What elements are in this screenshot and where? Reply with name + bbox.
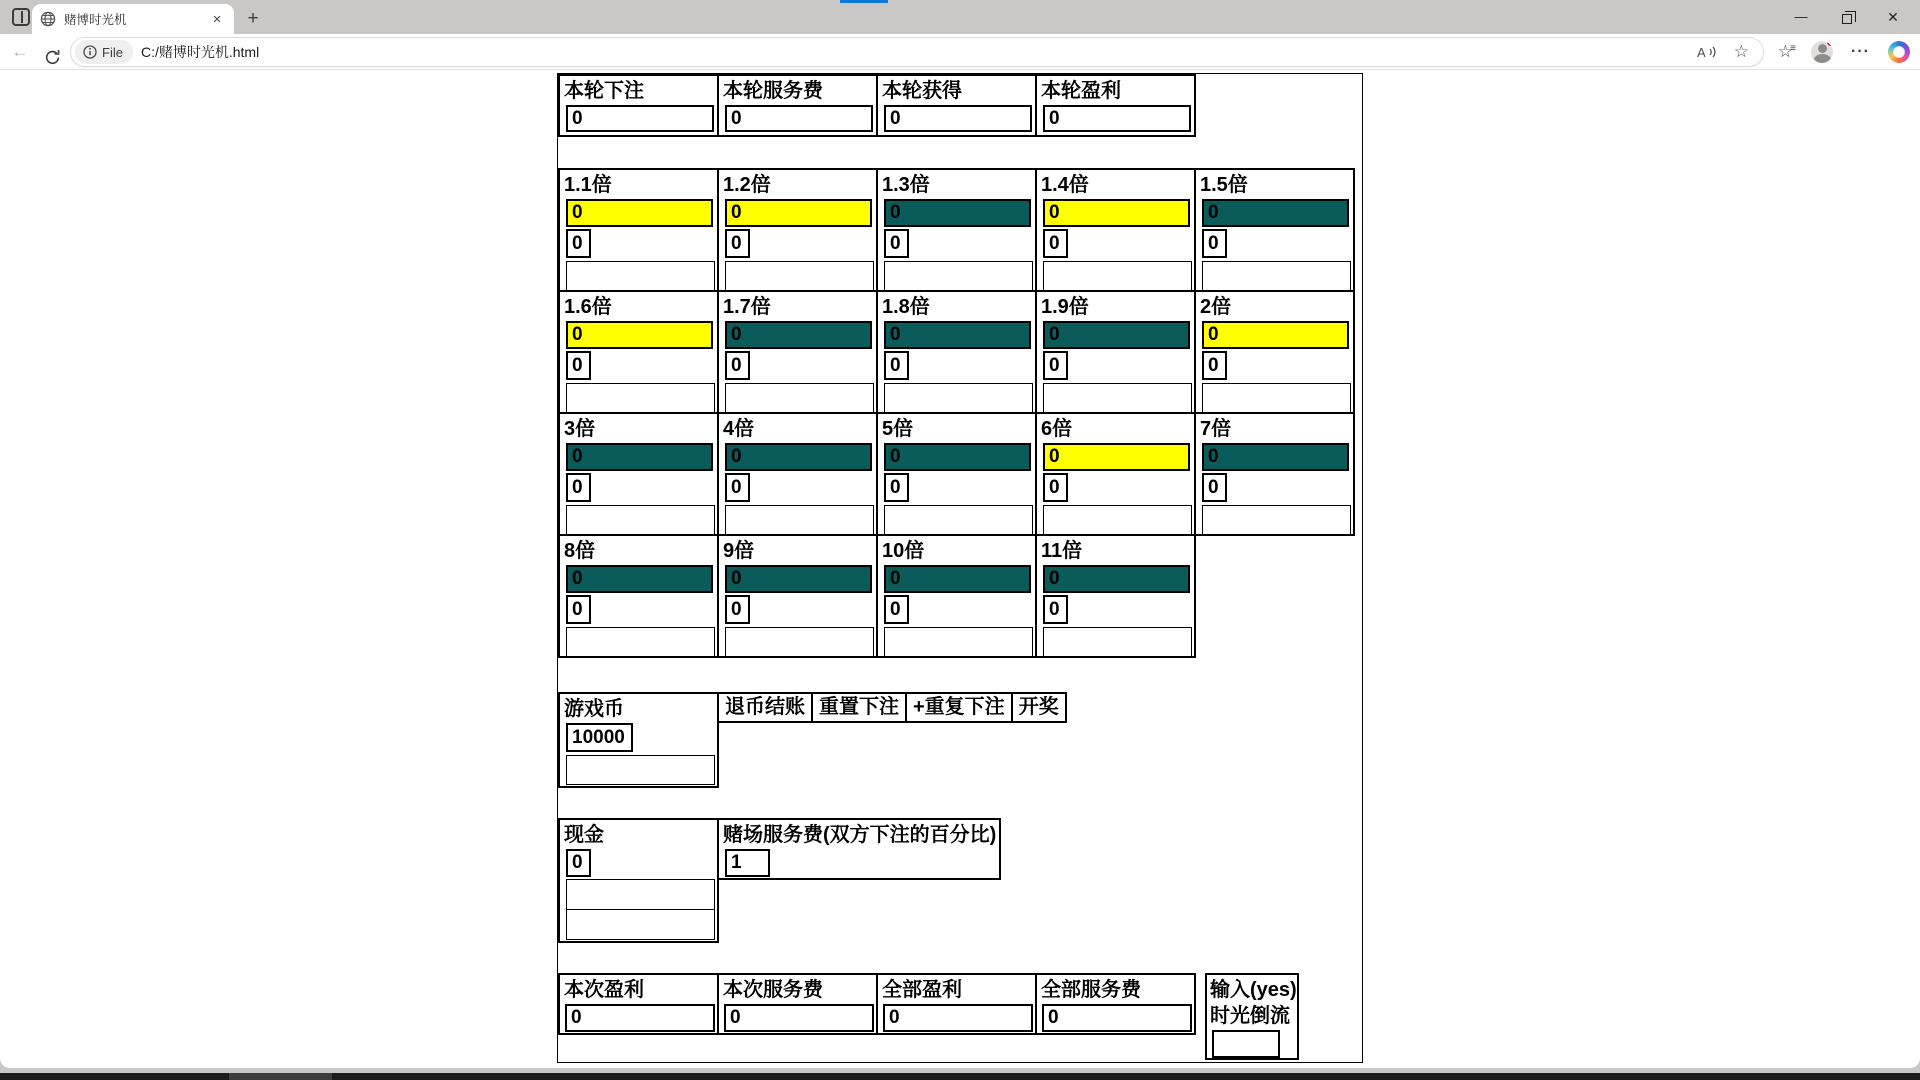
total-profit-input[interactable] [883, 1004, 1033, 1032]
count-input-1-3x[interactable] [884, 229, 909, 258]
repeat-bet-button[interactable]: +重复下注 [905, 692, 1013, 723]
count-input-7x[interactable] [1202, 473, 1227, 502]
count-input-4x[interactable] [725, 473, 750, 502]
mult-cell-8x [558, 534, 719, 658]
cash-label: 现金 [564, 824, 604, 846]
mult-cell-6x [1035, 412, 1196, 536]
mult-label: 7倍 [1200, 418, 1232, 440]
new-tab-button[interactable]: + [247, 8, 259, 29]
tab-actions-icon[interactable] [12, 8, 30, 26]
total-fee-cell [1035, 973, 1196, 1035]
count-input-1-1x[interactable] [566, 229, 591, 258]
favorite-star-icon[interactable]: ☆ [1733, 42, 1749, 61]
mult-label: 4倍 [723, 418, 755, 440]
extra-input-6x[interactable] [1043, 505, 1192, 535]
bet-input-3x[interactable] [566, 443, 713, 471]
count-input-1-9x[interactable] [1043, 351, 1068, 380]
round-bet-label: 本轮下注 [564, 80, 644, 102]
coins-input[interactable] [566, 723, 633, 752]
extra-input-1-8x[interactable] [884, 383, 1033, 413]
bet-input-1-6x[interactable] [566, 321, 713, 349]
extra-input-4x[interactable] [725, 505, 874, 535]
session-profit-label: 本次盈利 [564, 979, 644, 1001]
round-stats-row [558, 74, 1196, 137]
round-profit-input[interactable] [1043, 105, 1191, 132]
round-profit-cell [1035, 74, 1196, 137]
extra-input-1-5x[interactable] [1202, 261, 1351, 291]
favorites-hub-icon[interactable]: ☆ ≡ [1778, 42, 1793, 62]
restore-icon [1842, 14, 1852, 24]
mult-cell-1-7x [717, 290, 878, 414]
mult-label: 5倍 [882, 418, 914, 440]
refresh-button[interactable] [37, 34, 67, 70]
multiplier-grid [558, 168, 1355, 658]
extra-input-1-6x[interactable] [566, 383, 715, 413]
session-profit-cell [558, 973, 719, 1035]
cash-out-button[interactable]: 退币结账 [717, 692, 813, 723]
total-profit-label: 全部盈利 [882, 979, 962, 1001]
extra-input-1-2x[interactable] [725, 261, 874, 291]
mult-label: 9倍 [723, 540, 755, 562]
count-input-2x[interactable] [1202, 351, 1227, 380]
count-input-3x[interactable] [566, 473, 591, 502]
mult-label: 11倍 [1041, 540, 1083, 562]
mult-cell-5x [876, 412, 1037, 536]
window-restore-button[interactable] [1824, 0, 1870, 34]
count-input-1-5x[interactable] [1202, 229, 1227, 258]
round-fee-cell [717, 74, 878, 137]
mult-cell-1-9x [1035, 290, 1196, 414]
bet-input-1-2x[interactable] [725, 199, 872, 227]
window-minimize-button[interactable]: — [1794, 9, 1808, 24]
multiplier-row-4 [558, 534, 1355, 658]
extra-input-5x[interactable] [884, 505, 1033, 535]
bet-input-1-4x[interactable] [1043, 199, 1190, 227]
tab-close-icon[interactable]: × [212, 10, 222, 28]
mult-label: 8倍 [564, 540, 596, 562]
more-menu-icon[interactable]: ··· [1851, 43, 1870, 60]
bet-input-5x[interactable] [884, 443, 1031, 471]
casino-fee-cell [717, 818, 1001, 880]
extra-input-2x[interactable] [1202, 383, 1351, 413]
casino-fee-input[interactable] [725, 849, 770, 877]
mult-cell-1-4x [1035, 168, 1196, 292]
count-input-6x[interactable] [1043, 473, 1068, 502]
screen-bottom-strip [0, 1073, 1920, 1080]
address-bar[interactable] [70, 37, 1764, 67]
mult-cell-9x [717, 534, 878, 658]
mult-label: 1.9倍 [1041, 296, 1089, 318]
profile-avatar[interactable] [1811, 41, 1833, 63]
bet-input-2x[interactable] [1202, 321, 1349, 349]
bet-input-9x[interactable] [725, 565, 872, 593]
round-bet-input[interactable] [566, 105, 714, 132]
extra-input-1-3x[interactable] [884, 261, 1033, 291]
round-fee-input[interactable] [725, 105, 873, 132]
multiplier-row-1 [558, 168, 1355, 292]
bet-input-1-5x[interactable] [1202, 199, 1349, 227]
window-close-button[interactable]: ✕ [1887, 9, 1899, 25]
extra-input-1-7x[interactable] [725, 383, 874, 413]
mult-label: 1.6倍 [564, 296, 612, 318]
bet-input-7x[interactable] [1202, 443, 1349, 471]
action-buttons-row [717, 692, 1067, 723]
coins-label: 游戏币 [564, 698, 624, 720]
mult-cell-1-8x [876, 290, 1037, 414]
mult-label: 1.4倍 [1041, 174, 1089, 196]
cash-extra-input-1[interactable] [566, 879, 715, 910]
mult-cell-1-6x [558, 290, 719, 414]
window-accent-strip [840, 0, 888, 3]
mult-label: 1.8倍 [882, 296, 930, 318]
tab-bar [0, 0, 1920, 34]
time-machine-label-line1: 输入(yes) [1210, 979, 1297, 1001]
total-fee-input[interactable] [1042, 1004, 1192, 1032]
mult-label: 3倍 [564, 418, 596, 440]
cash-cell [558, 818, 719, 943]
cash-input[interactable] [566, 849, 591, 877]
extra-input-9x[interactable] [725, 627, 874, 657]
count-input-9x[interactable] [725, 595, 750, 624]
round-gain-input[interactable] [884, 105, 1032, 132]
total-profit-cell [876, 973, 1037, 1035]
browser-toolbar [0, 34, 1920, 70]
count-input-1-4x[interactable] [1043, 229, 1068, 258]
session-fee-label: 本次服务费 [723, 979, 823, 1001]
round-gain-cell [876, 74, 1037, 137]
bet-input-1-3x[interactable] [884, 199, 1031, 227]
totals-row [558, 973, 1196, 1035]
game-sheet [557, 73, 1363, 1063]
mult-label: 1.1倍 [564, 174, 612, 196]
refresh-icon [44, 49, 61, 66]
count-input-5x[interactable] [884, 473, 909, 502]
draw-button[interactable]: 开奖 [1011, 692, 1067, 723]
mult-cell-2x [1194, 290, 1355, 414]
bet-input-1-8x[interactable] [884, 321, 1031, 349]
copilot-icon[interactable] [1888, 41, 1910, 63]
extra-input-1-9x[interactable] [1043, 383, 1192, 413]
bet-input-11x[interactable] [1043, 565, 1190, 593]
session-fee-cell [717, 973, 878, 1035]
count-input-10x[interactable] [884, 595, 909, 624]
session-fee-input[interactable] [724, 1004, 874, 1032]
extra-input-3x[interactable] [566, 505, 715, 535]
cash-section [558, 818, 719, 943]
bet-input-1-9x[interactable] [1043, 321, 1190, 349]
round-gain-label: 本轮获得 [882, 80, 962, 102]
back-button[interactable]: ← [11, 42, 29, 61]
extra-input-11x[interactable] [1043, 627, 1192, 657]
svg-text:A: A [1696, 45, 1706, 60]
read-aloud-icon[interactable] [1696, 44, 1718, 60]
session-profit-input[interactable] [565, 1004, 715, 1032]
count-input-1-7x[interactable] [725, 351, 750, 380]
extra-input-10x[interactable] [884, 627, 1033, 657]
coins-section [558, 692, 719, 788]
coins-cell [558, 692, 719, 788]
reset-bet-button[interactable]: 重置下注 [811, 692, 907, 723]
mult-cell-1-1x [558, 168, 719, 292]
mult-label: 1.2倍 [723, 174, 771, 196]
mult-label: 1.3倍 [882, 174, 930, 196]
mult-label: 1.7倍 [723, 296, 771, 318]
total-fee-label: 全部服务费 [1041, 979, 1141, 1001]
count-input-1-8x[interactable] [884, 351, 909, 380]
notification-dot [1826, 41, 1833, 47]
extra-input-8x[interactable] [566, 627, 715, 657]
mult-label: 10倍 [882, 540, 925, 562]
count-input-8x[interactable] [566, 595, 591, 624]
tab-title: 赌博时光机 [64, 13, 127, 27]
mult-cell-4x [717, 412, 878, 536]
coins-extra-input[interactable] [566, 755, 715, 785]
bet-input-4x[interactable] [725, 443, 872, 471]
extra-input-1-1x[interactable] [566, 261, 715, 291]
mult-cell-10x [876, 534, 1037, 658]
time-machine-cell [1205, 973, 1299, 1060]
mult-cell-1-3x [876, 168, 1037, 292]
info-icon [83, 45, 97, 59]
mult-cell-7x [1194, 412, 1355, 536]
toolbar-right-icons [1778, 37, 1910, 67]
bet-input-6x[interactable] [1043, 443, 1190, 471]
time-machine-input[interactable] [1212, 1030, 1280, 1058]
cash-extra-input-2[interactable] [566, 909, 715, 940]
url-text: C:/赌博时光机.html [140, 44, 260, 60]
count-input-1-2x[interactable] [725, 229, 750, 258]
round-profit-label: 本轮盈利 [1041, 80, 1121, 102]
multiplier-row-2 [558, 290, 1355, 414]
bet-input-8x[interactable] [566, 565, 713, 593]
browser-tab[interactable] [32, 4, 234, 34]
bet-input-1-1x[interactable] [566, 199, 713, 227]
round-bet-cell [558, 74, 719, 137]
bet-input-1-7x[interactable] [725, 321, 872, 349]
time-machine-label-line2: 时光倒流 [1210, 1005, 1290, 1027]
multiplier-row-3 [558, 412, 1355, 536]
extra-input-1-4x[interactable] [1043, 261, 1192, 291]
mult-cell-1-2x [717, 168, 878, 292]
casino-fee-label: 赌场服务费(双方下注的百分比) [723, 824, 997, 846]
round-fee-label: 本轮服务费 [723, 80, 823, 102]
mult-cell-1-5x [1194, 168, 1355, 292]
site-info-chip[interactable] [75, 40, 133, 64]
mult-label: 1.5倍 [1200, 174, 1248, 196]
mult-label: 2倍 [1200, 296, 1232, 318]
mult-cell-3x [558, 412, 719, 536]
count-input-11x[interactable] [1043, 595, 1068, 624]
mult-label: 6倍 [1041, 418, 1073, 440]
extra-input-7x[interactable] [1202, 505, 1351, 535]
count-input-1-6x[interactable] [566, 351, 591, 380]
bet-input-10x[interactable] [884, 565, 1031, 593]
globe-favicon-icon [40, 11, 56, 27]
mult-cell-11x [1035, 534, 1196, 658]
site-chip-label: File [102, 44, 123, 60]
